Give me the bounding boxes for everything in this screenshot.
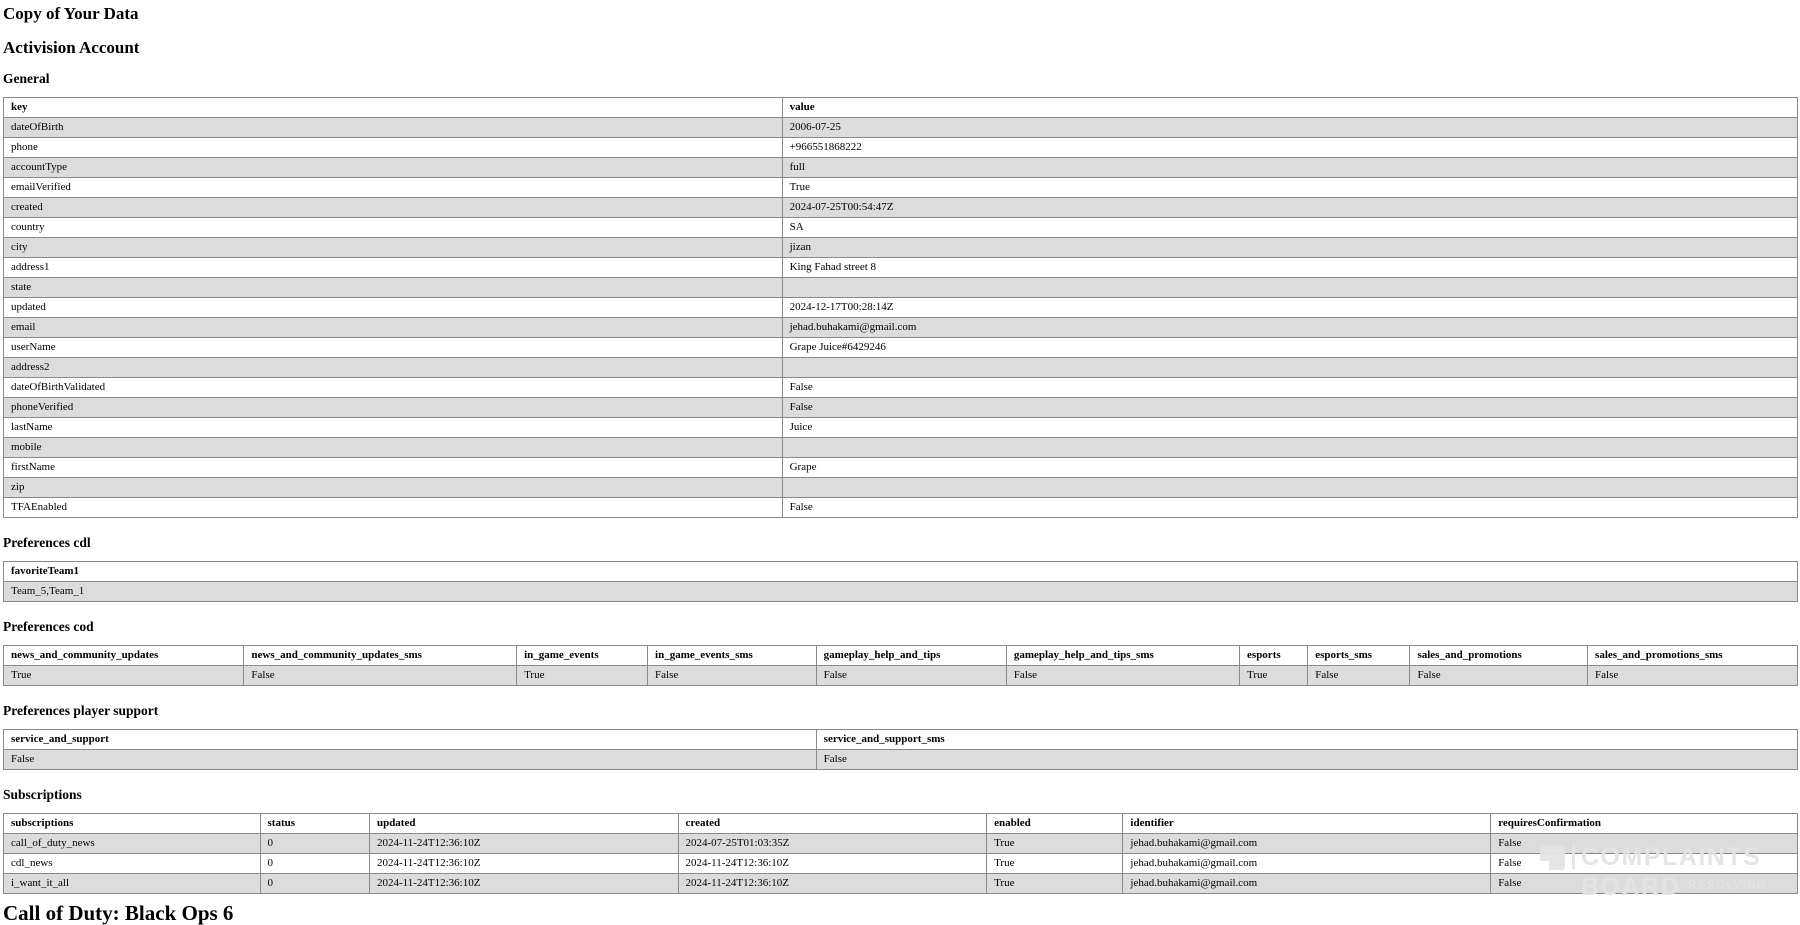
value-cell: Juice <box>782 418 1797 438</box>
cod-value-cell: False <box>1410 666 1588 686</box>
general-row <box>4 158 1798 178</box>
key-cell: city <box>4 238 783 258</box>
cod-header-row <box>4 646 1798 666</box>
subscriptions-heading: Subscriptions <box>3 787 82 802</box>
subscription-name-cell: call_of_duty_news <box>4 834 261 854</box>
player-support-value-cell: False <box>4 750 817 770</box>
general-row <box>4 278 1798 298</box>
value-cell: True <box>782 178 1797 198</box>
key-cell: dateOfBirthValidated <box>4 378 783 398</box>
preferences-cdl-heading: Preferences cdl <box>3 535 91 550</box>
complaintsboard-logo-icon <box>1540 845 1565 870</box>
value-cell: False <box>782 378 1797 398</box>
cod-column-header: esports <box>1240 646 1308 666</box>
general-row <box>4 318 1798 338</box>
key-cell: state <box>4 278 783 298</box>
key-cell: address1 <box>4 258 783 278</box>
subscription-created-cell: 2024-11-24T12:36:10Z <box>678 874 987 894</box>
game-title-heading: Call of Duty: Black Ops 6 <box>3 901 234 925</box>
subscription-status-cell: 0 <box>260 854 369 874</box>
cod-column-header: news_and_community_updates <box>4 646 244 666</box>
player-support-column-header: service_and_support_sms <box>816 730 1797 750</box>
cod-value-cell: False <box>1588 666 1798 686</box>
general-row <box>4 138 1798 158</box>
cod-value-cell: False <box>1006 666 1239 686</box>
general-header-row <box>4 98 1798 118</box>
key-cell: country <box>4 218 783 238</box>
value-cell: 2024-07-25T00:54:47Z <box>782 198 1797 218</box>
value-cell: SA <box>782 218 1797 238</box>
general-row <box>4 178 1798 198</box>
subscription-status-cell: 0 <box>260 874 369 894</box>
value-cell <box>782 438 1797 458</box>
cod-value-cell: False <box>648 666 817 686</box>
subscription-identifier-cell: jehad.buhakami@gmail.com <box>1123 854 1491 874</box>
value-cell: jehad.buhakami@gmail.com <box>782 318 1797 338</box>
general-row <box>4 258 1798 278</box>
player-support-header-row <box>4 730 1798 750</box>
cod-value-cell: False <box>816 666 1006 686</box>
watermark-divider-bar <box>1572 845 1575 869</box>
general-heading: General <box>3 71 50 86</box>
requires-confirmation-column-header: requiresConfirmation <box>1491 814 1798 834</box>
general-row <box>4 458 1798 478</box>
general-row <box>4 498 1798 518</box>
subscription-row <box>4 834 1798 854</box>
subscription-updated-cell: 2024-11-24T12:36:10Z <box>369 854 678 874</box>
key-cell: firstName <box>4 458 783 478</box>
subscription-name-cell: i_want_it_all <box>4 874 261 894</box>
subscription-enabled-cell: True <box>987 834 1123 854</box>
cod-column-header: sales_and_promotions_sms <box>1588 646 1798 666</box>
identifier-column-header: identifier <box>1123 814 1491 834</box>
value-cell: King Fahad street 8 <box>782 258 1797 278</box>
updated-column-header: updated <box>369 814 678 834</box>
subscription-requires-confirmation-cell: False <box>1491 874 1798 894</box>
cdl-value-cell: Team_5,Team_1 <box>4 582 1798 602</box>
general-row <box>4 438 1798 458</box>
player-support-column-header: service_and_support <box>4 730 817 750</box>
subscription-enabled-cell: True <box>987 874 1123 894</box>
general-row <box>4 118 1798 138</box>
cod-column-header: sales_and_promotions <box>1410 646 1588 666</box>
value-cell: 2006-07-25 <box>782 118 1797 138</box>
cod-value-cell: False <box>244 666 517 686</box>
subscription-updated-cell: 2024-11-24T12:36:10Z <box>369 874 678 894</box>
key-cell: TFAEnabled <box>4 498 783 518</box>
key-cell: mobile <box>4 438 783 458</box>
cod-value-cell: True <box>4 666 244 686</box>
general-key-header: key <box>4 98 783 118</box>
value-cell: 2024-12-17T00:28:14Z <box>782 298 1797 318</box>
general-row <box>4 398 1798 418</box>
subscription-requires-confirmation-cell: False <box>1491 854 1798 874</box>
value-cell <box>782 478 1797 498</box>
cod-column-header: esports_sms <box>1308 646 1410 666</box>
subscription-enabled-cell: True <box>987 854 1123 874</box>
key-cell: email <box>4 318 783 338</box>
subscription-requires-confirmation-cell: False <box>1491 834 1798 854</box>
value-cell: jizan <box>782 238 1797 258</box>
preferences-cod-heading: Preferences cod <box>3 619 94 634</box>
complaintsboard-watermark <box>1540 845 1767 899</box>
watermark-line2: BOARD <box>1581 873 1681 901</box>
cdl-header-row <box>4 562 1798 582</box>
general-value-header: value <box>782 98 1797 118</box>
general-row <box>4 238 1798 258</box>
general-row <box>4 198 1798 218</box>
subscription-row <box>4 854 1798 874</box>
value-cell <box>782 278 1797 298</box>
cdl-row <box>4 582 1798 602</box>
watermark-tagline: RESOLVING <box>1688 878 1767 892</box>
value-cell: False <box>782 498 1797 518</box>
key-cell: phone <box>4 138 783 158</box>
player-support-value-cell: False <box>816 750 1797 770</box>
key-cell: dateOfBirth <box>4 118 783 138</box>
cod-value-cell: True <box>1240 666 1308 686</box>
subscription-created-cell: 2024-11-24T12:36:10Z <box>678 854 987 874</box>
subscription-name-cell: cdl_news <box>4 854 261 874</box>
key-cell: userName <box>4 338 783 358</box>
cod-row <box>4 666 1798 686</box>
subscription-updated-cell: 2024-11-24T12:36:10Z <box>369 834 678 854</box>
key-cell: address2 <box>4 358 783 378</box>
general-row <box>4 338 1798 358</box>
general-row <box>4 298 1798 318</box>
subscription-created-cell: 2024-07-25T01:03:35Z <box>678 834 987 854</box>
key-cell: accountType <box>4 158 783 178</box>
value-cell: +966551868222 <box>782 138 1797 158</box>
value-cell <box>782 358 1797 378</box>
value-cell: Grape Juice#6429246 <box>782 338 1797 358</box>
page-title: Copy of Your Data <box>3 4 139 23</box>
key-cell: lastName <box>4 418 783 438</box>
subscription-identifier-cell: jehad.buhakami@gmail.com <box>1123 874 1491 894</box>
subscription-identifier-cell: jehad.buhakami@gmail.com <box>1123 834 1491 854</box>
preferences-player-support-heading: Preferences player support <box>3 703 159 718</box>
general-row <box>4 418 1798 438</box>
preferences-player-support-table <box>3 729 1798 770</box>
value-cell: False <box>782 398 1797 418</box>
cdl-column-header: favoriteTeam1 <box>4 562 1798 582</box>
general-row <box>4 358 1798 378</box>
status-column-header: status <box>260 814 369 834</box>
general-row <box>4 478 1798 498</box>
watermark-line1: COMPLAINTS <box>1581 843 1762 871</box>
cod-column-header: in_game_events <box>517 646 648 666</box>
cod-value-cell: False <box>1308 666 1410 686</box>
account-heading: Activision Account <box>3 38 140 57</box>
key-cell: phoneVerified <box>4 398 783 418</box>
cod-column-header: news_and_community_updates_sms <box>244 646 517 666</box>
cod-column-header: gameplay_help_and_tips <box>816 646 1006 666</box>
key-cell: created <box>4 198 783 218</box>
value-cell: full <box>782 158 1797 178</box>
subscriptions-table <box>3 813 1798 894</box>
general-row <box>4 218 1798 238</box>
preferences-cdl-table <box>3 561 1798 602</box>
key-cell: emailVerified <box>4 178 783 198</box>
subscriptions-column-header: subscriptions <box>4 814 261 834</box>
subscriptions-header-row <box>4 814 1798 834</box>
preferences-cod-table <box>3 645 1798 686</box>
key-cell: zip <box>4 478 783 498</box>
enabled-column-header: enabled <box>987 814 1123 834</box>
player-support-row <box>4 750 1798 770</box>
general-row <box>4 378 1798 398</box>
cod-column-header: gameplay_help_and_tips_sms <box>1006 646 1239 666</box>
general-table <box>3 97 1798 518</box>
cod-value-cell: True <box>517 666 648 686</box>
value-cell: Grape <box>782 458 1797 478</box>
created-column-header: created <box>678 814 987 834</box>
cod-column-header: in_game_events_sms <box>648 646 817 666</box>
key-cell: updated <box>4 298 783 318</box>
subscription-row <box>4 874 1798 894</box>
subscription-status-cell: 0 <box>260 834 369 854</box>
